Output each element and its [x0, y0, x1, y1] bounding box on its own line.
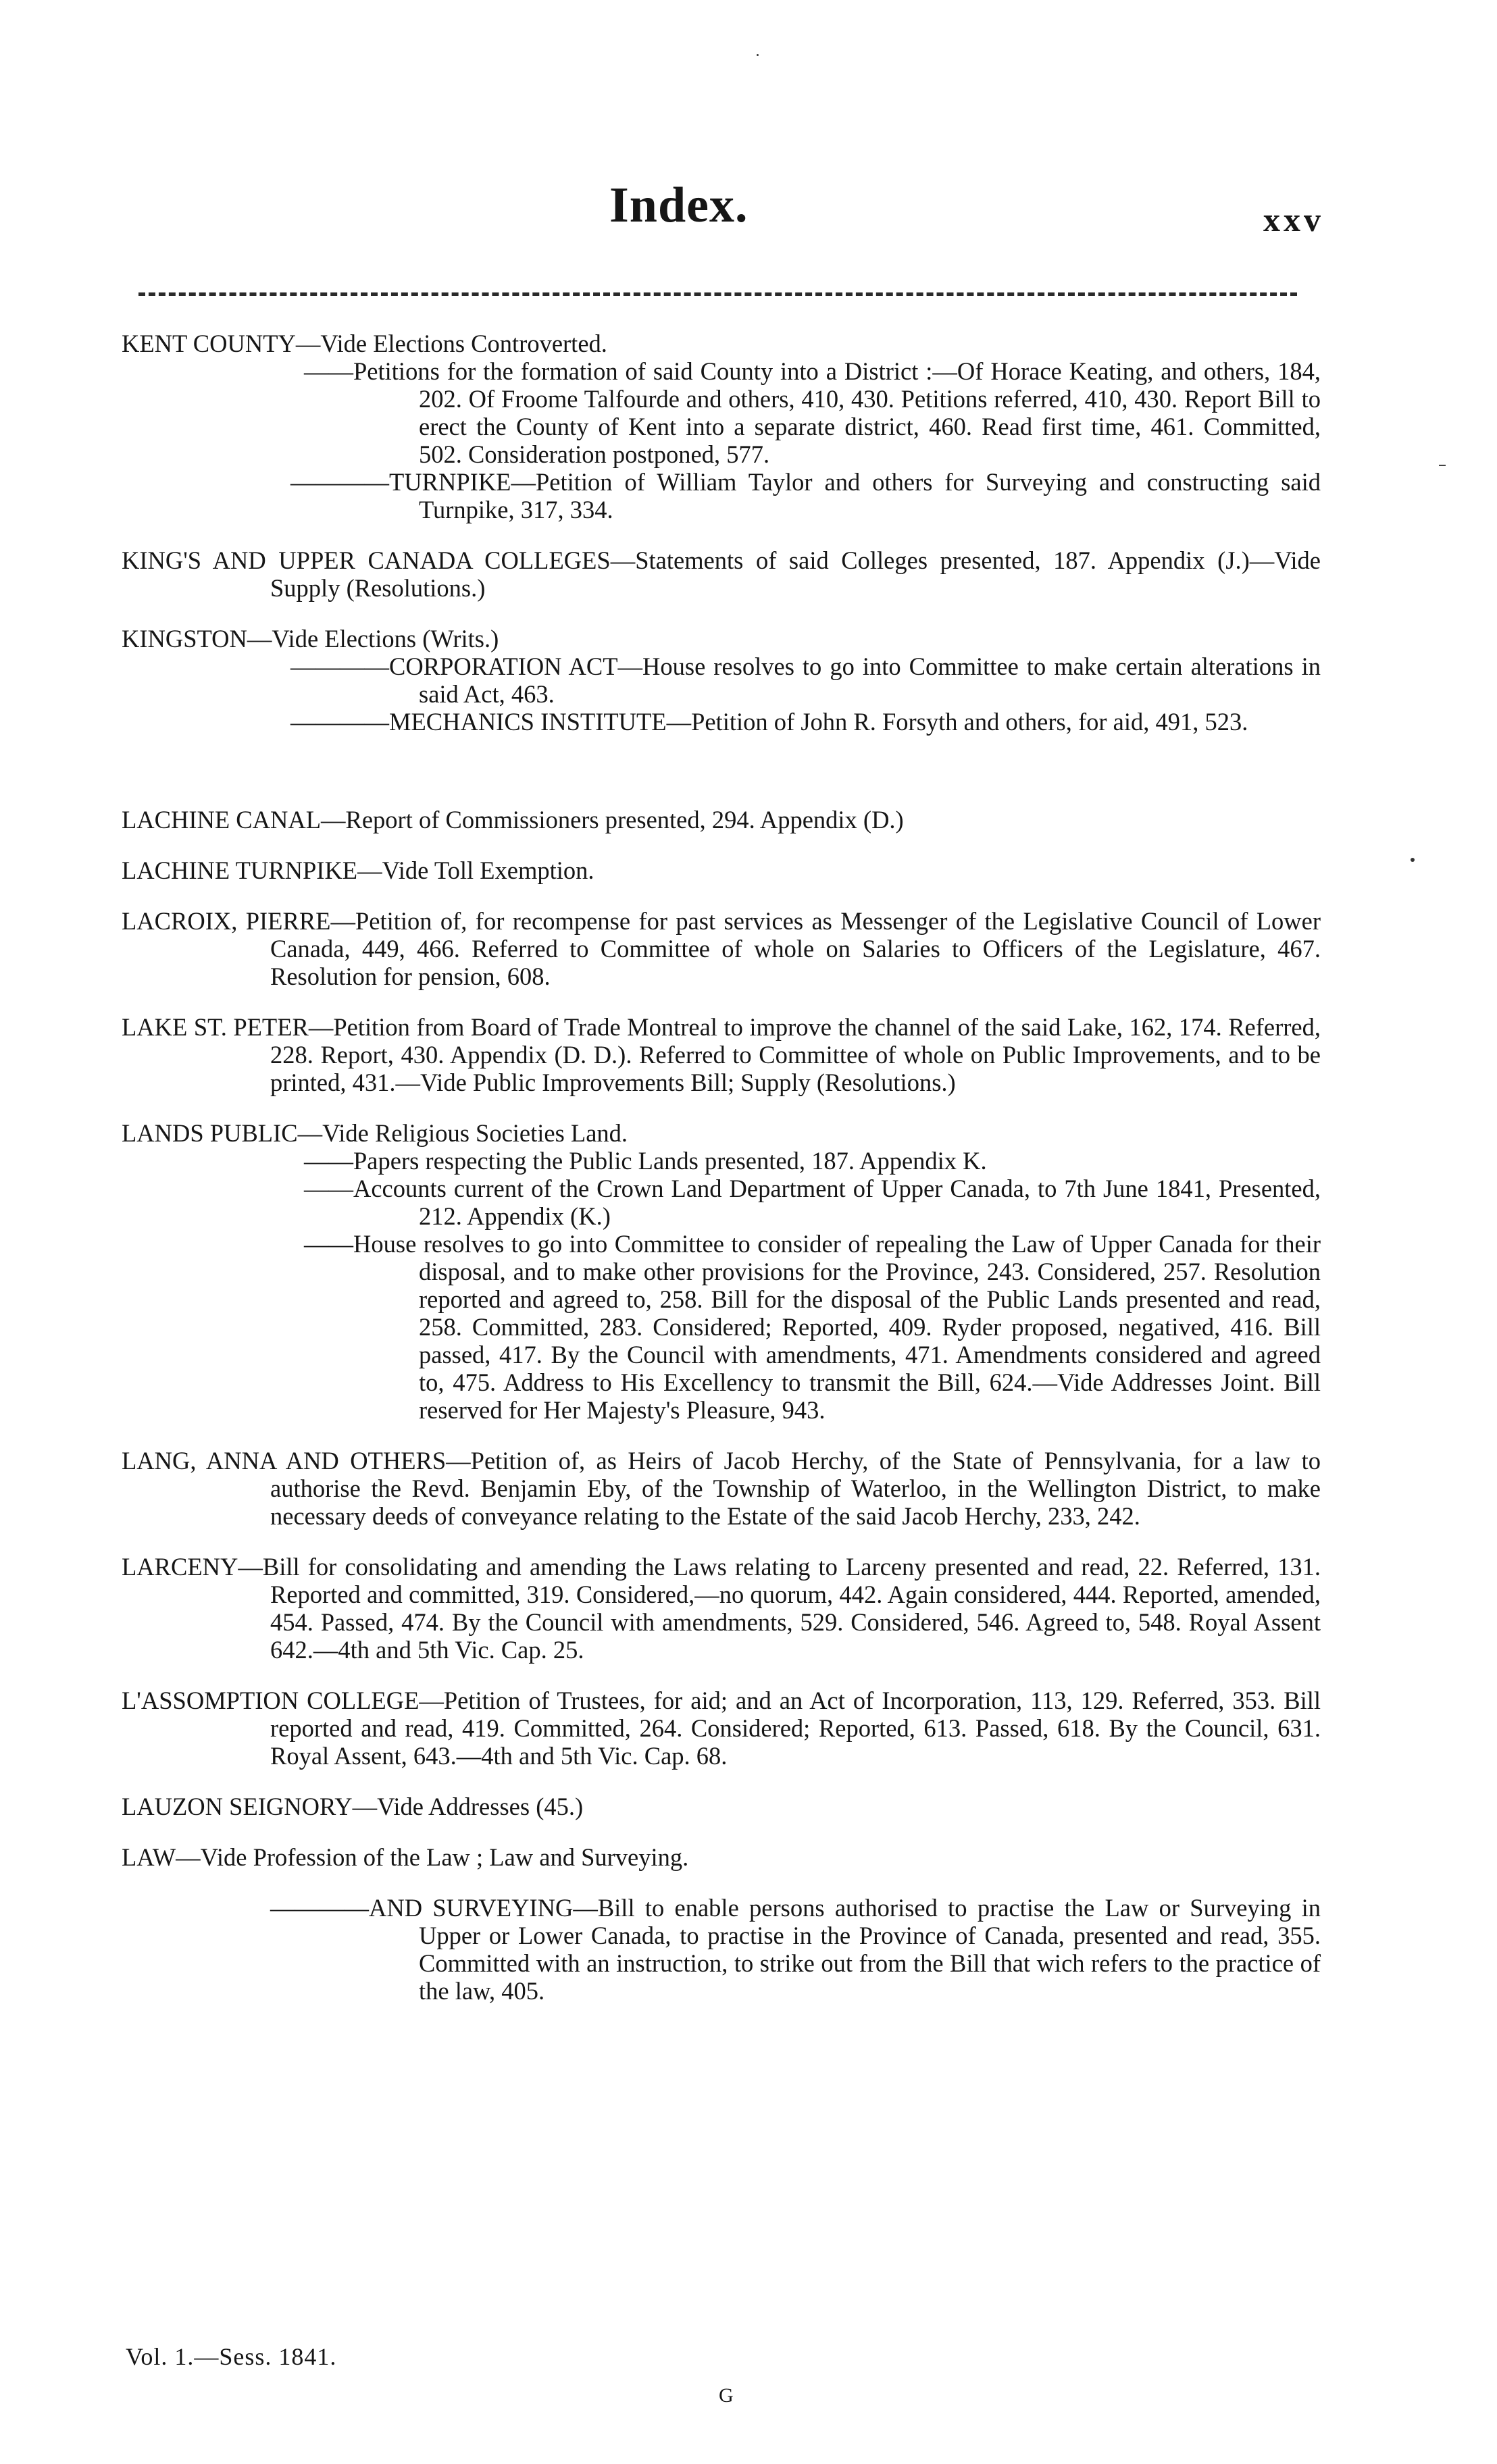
index-entry-law-and-surveying — [122, 1894, 1321, 2005]
section-gap — [122, 759, 1321, 806]
index-entry-lachine-canal — [122, 806, 1321, 833]
index-entry-lachine-turnpike — [122, 856, 1321, 884]
index-entry-kingston — [122, 625, 1321, 736]
index-entry-lauzon-seignory — [122, 1793, 1321, 1820]
page-title: Index. — [609, 178, 749, 233]
scan-speck — [1439, 465, 1446, 466]
entry-heading: KENT COUNTY—Vide Elections Controverted. — [122, 330, 607, 357]
entry-subline: ————TURNPIKE—Petition of William Taylor and others for Surveying and constructing said Turnpike, 317, 334. — [290, 468, 1321, 523]
entry-subline: ——Accounts current of the Crown Land Department of Upper Canada, to 7th June 1841, Presented, 212. Appendix (K.) — [304, 1175, 1321, 1230]
entry-heading: LAUZON SEIGNORY—Vide Addresses (45.) — [122, 1793, 584, 1820]
volume-footer: Vol. 1.—Sess. 1841. — [126, 2343, 337, 2370]
index-entry-lake-st-peter — [122, 1013, 1321, 1096]
index-entry-law — [122, 1843, 1321, 1871]
index-entries — [122, 330, 1321, 2028]
index-entry-lands-public — [122, 1119, 1321, 1424]
entry-subline: ——Petitions for the formation of said County into a District :—Of Horace Keating, and others, 184, 202. Of Froome Talfourde and others, 410, 430. Petitions referred, 410, 430. Report Bill to erect the County of Kent into a separate district, 460. Read first time, 461. Committed, 502. Consideration postponed, 577. — [304, 357, 1321, 468]
index-entry-lacroix-pierre — [122, 907, 1321, 990]
index-entry-lassomption-college — [122, 1687, 1321, 1770]
index-entry-kings-colleges — [122, 546, 1321, 602]
entry-subline: ——Papers respecting the Public Lands presented, 187. Appendix K. — [304, 1147, 987, 1175]
scan-speck — [1411, 858, 1415, 862]
entry-heading: LANDS PUBLIC—Vide Religious Societies Land. — [122, 1119, 628, 1147]
entry-heading: LACROIX, PIERRE—Petition of, for recompense for past services as Messenger of the Legislative Council of Lower Canada, 449, 466. Referred to Committee of whole on Salaries to Officers of the Legislature, 467. Resolution for pension, 608. — [122, 907, 1321, 990]
entry-subline: ————MECHANICS INSTITUTE—Petition of John R. Forsyth and others, for aid, 491, 523. — [290, 708, 1248, 736]
entry-subline: ————AND SURVEYING—Bill to enable persons authorised to practise the Law or Surveying in Upper or Lower Canada, to practise in the Province of Canada, presented and read, 355. Committed with an instruction, to strike out from the Bill that wich refers to the practice of the law, 405. — [270, 1894, 1321, 2005]
scan-speck — [757, 54, 759, 56]
header-rule — [138, 292, 1297, 296]
entry-subline: ————CORPORATION ACT—House resolves to go into Committee to make certain alterations in said Act, 463. — [290, 652, 1321, 708]
entry-heading: LARCENY—Bill for consolidating and amending the Laws relating to Larceny presented and read, 22. Referred, 131. Reported and committed, 319. Considered,—no quorum, 442. Again considered, 444. Reported, amended, 454. Passed, 474. By the Council with amendments, 529. Considered, 546. Agreed to, 548. Royal Assent 642.—4th and 5th Vic. Cap. 25. — [122, 1553, 1321, 1664]
index-entry-lang-anna — [122, 1447, 1321, 1530]
entry-subline: ——House resolves to go into Committee to consider of repealing the Law of Upper Canada for their disposal, and to make other provisions for the Province, 243. Considered, 257. Resolution reported and agreed to, 258. Bill for the disposal of the Public Lands presented and read, 258. Committed, 283. Considered; Reported, 409. Ryder proposed, negatived, 416. Bill passed, 417. By the Council with amendments, 471. Amendments considered and agreed to, 475. Address to His Excellency to transmit the Bill, 624.—Vide Addresses Joint. Bill reserved for Her Majesty's Pleasure, 943. — [304, 1230, 1321, 1424]
index-entry-kent-county — [122, 330, 1321, 523]
entry-heading: LAKE ST. PETER—Petition from Board of Trade Montreal to improve the channel of the said Lake, 162, 174. Referred, 228. Report, 430. Appendix (D. D.). Referred to Committee of whole on Public Improvements, and to be printed, 431.—Vide Public Improvements Bill; Supply (Resolutions.) — [122, 1013, 1321, 1096]
index-entry-larceny — [122, 1553, 1321, 1664]
entry-heading: LACHINE TURNPIKE—Vide Toll Exemption. — [122, 856, 594, 884]
entry-heading: KINGSTON—Vide Elections (Writs.) — [122, 625, 499, 652]
signature-mark: G — [719, 2384, 734, 2407]
entry-heading: LACHINE CANAL—Report of Commissioners presented, 294. Appendix (D.) — [122, 806, 904, 833]
entry-heading: LAW—Vide Profession of the Law ; Law and Surveying. — [122, 1843, 689, 1871]
entry-heading: L'ASSOMPTION COLLEGE—Petition of Trustees, for aid; and an Act of Incorporation, 113, 129. Referred, 353. Bill reported and read, 419. Committed, 264. Considered; Reported, 613. Passed, 618. By the Council, 631. Royal Assent, 643.—4th and 5th Vic. Cap. 68. — [122, 1687, 1321, 1770]
entry-heading: LANG, ANNA AND OTHERS—Petition of, as Heirs of Jacob Herchy, of the State of Pennsylvania, for a law to authorise the Revd. Benjamin Eby, of the Township of Waterloo, in the Wellington District, to make necessary deeds of conveyance relating to the Estate of the said Jacob Herchy, 233, 242. — [122, 1447, 1321, 1530]
entry-heading: KING'S AND UPPER CANADA COLLEGES—Statements of said Colleges presented, 187. Appendix (J.)—Vide Supply (Resolutions.) — [122, 546, 1321, 602]
page-number: xxv — [1263, 201, 1324, 238]
